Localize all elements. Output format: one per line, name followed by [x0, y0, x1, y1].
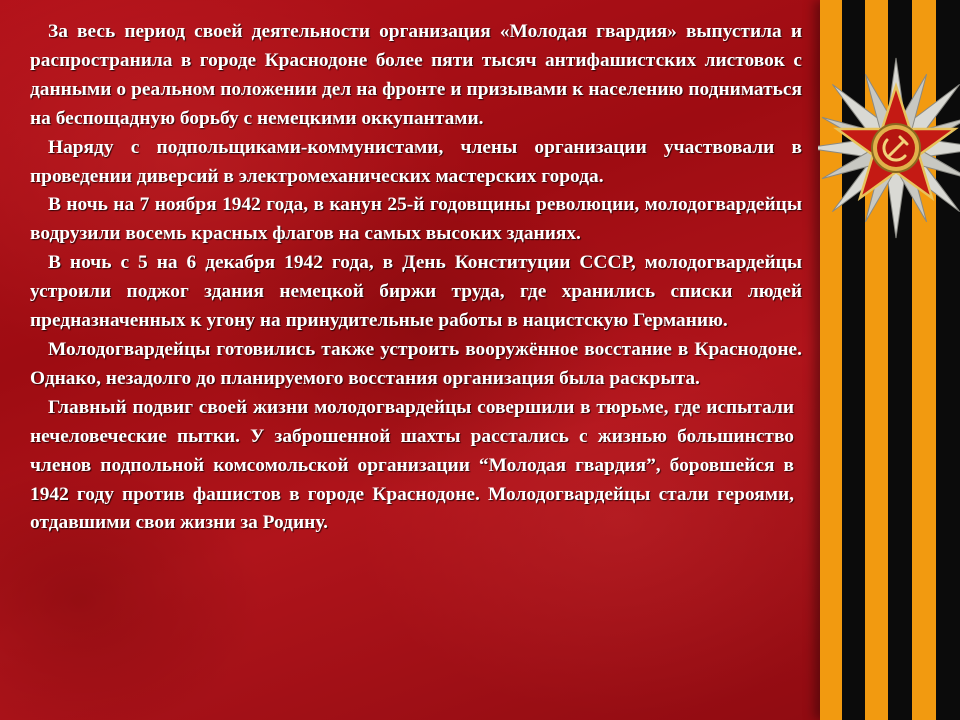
main-text: [30, 18, 802, 538]
paragraph-flags: В ночь на 7 ноября 1942 года, в канун 25-й годовщины революции, молодогвардейцы водрузили восемь красных флагов на самых высоких зданиях.: [30, 194, 802, 245]
paragraph-uprising: Молодогвардейцы готовились также устроить вооружённое восстание в Краснодоне. Однако, незадолго до планируемого восстания организация была раскрыта.: [30, 338, 802, 389]
paragraph-arson: В ночь с 5 на 6 декабря 1942 года, в День Конституции СССР, молодогвардейцы устроили поджог здания немецкой биржи труда, где хранились списки людей предназначенных к угону на принудительные работы в нацистскую Германию.: [30, 252, 802, 332]
order-of-patriotic-war-icon: [818, 48, 960, 248]
paragraph-leaflets: За весь период своей деятельности организация «Молодая гвардия» выпустила и распространила в городе Краснодоне более пяти тысяч антифашистских листовок с данными о реальном положении дел на фронте и призывами к населению подниматься на беспощадную борьбу с немецкими оккупантами.: [30, 21, 802, 129]
paragraph-sabotage: Наряду с подпольщиками-коммунистами, члены организации участвовали в проведении диверсий в электромеханических мастерских города.: [30, 136, 802, 187]
paragraph-heroes: Главный подвиг своей жизни молодогвардейцы совершили в тюрьме, где испытали нечеловеческие пытки. У заброшенной шахты расстались с жизнью большинство членов подпольной комсомольской организации “Молодая гвардия”, боровшейся в 1942 году против фашистов в городе Краснодоне. Молодогвардейцы стали героями, отдавшими свои жизни за Родину.: [30, 396, 794, 534]
